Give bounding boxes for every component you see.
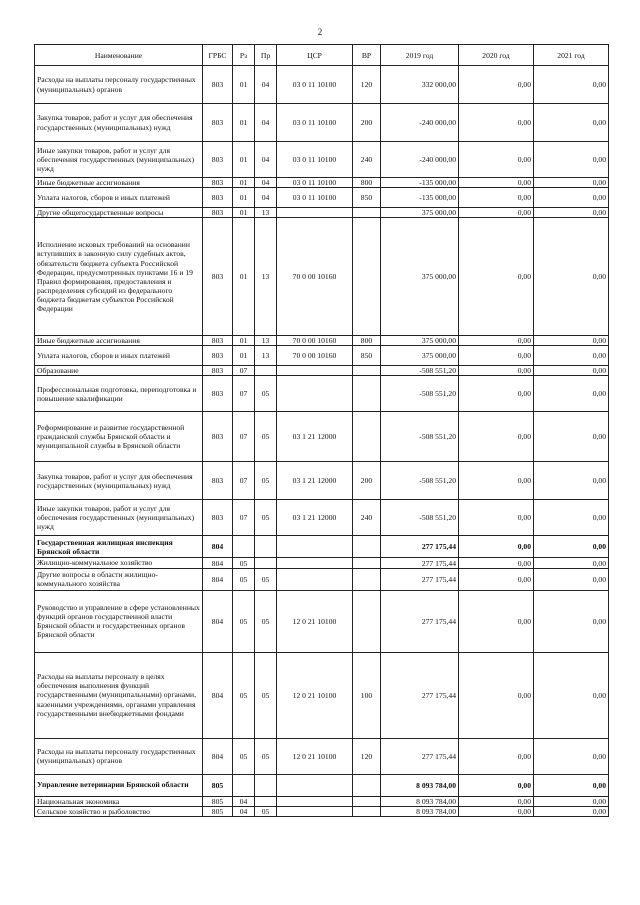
table-row xyxy=(35,142,609,178)
cell-2020: 0,00 xyxy=(459,590,534,652)
cell-csr: 03 0 11 10100 xyxy=(277,66,353,104)
cell-name: Иные бюджетные ассигнования xyxy=(35,178,203,188)
cell-2020: 0,00 xyxy=(459,366,534,376)
cell-rz xyxy=(233,774,255,796)
header-csr: ЦСР xyxy=(277,45,353,66)
cell-2019: 277 175,44 xyxy=(381,590,459,652)
cell-rz: 07 xyxy=(233,366,255,376)
table-body xyxy=(35,66,609,817)
cell-pr: 04 xyxy=(255,104,277,142)
cell-2021: 0,00 xyxy=(534,806,609,816)
cell-2020: 0,00 xyxy=(459,806,534,816)
cell-name: Расходы на выплаты персоналу государственных (муниципальных) органов xyxy=(35,66,203,104)
cell-csr: 03 1 21 12000 xyxy=(277,500,353,536)
cell-rz: 01 xyxy=(233,336,255,346)
cell-2020: 0,00 xyxy=(459,376,534,412)
cell-2019: 277 175,44 xyxy=(381,738,459,774)
cell-vr: 800 xyxy=(353,178,381,188)
cell-name: Руководство и управление в сфере установленных функций органов государственной власти Брянской области и государственных органов Брянской области xyxy=(35,590,203,652)
cell-2021: 0,00 xyxy=(534,796,609,806)
cell-2019: 375 000,00 xyxy=(381,218,459,336)
cell-csr xyxy=(277,536,353,558)
cell-rz: 05 xyxy=(233,738,255,774)
cell-2019: -135 000,00 xyxy=(381,178,459,188)
cell-2020: 0,00 xyxy=(459,738,534,774)
cell-grbs: 803 xyxy=(203,462,233,500)
cell-name: Иные закупки товаров, работ и услуг для обеспечения государственных (муниципальных) нужд xyxy=(35,142,203,178)
cell-csr xyxy=(277,796,353,806)
cell-pr: 05 xyxy=(255,738,277,774)
cell-vr xyxy=(353,366,381,376)
cell-vr xyxy=(353,412,381,462)
cell-pr: 04 xyxy=(255,142,277,178)
table-header xyxy=(35,45,609,66)
cell-grbs: 803 xyxy=(203,500,233,536)
cell-pr: 04 xyxy=(255,178,277,188)
cell-pr: 13 xyxy=(255,346,277,366)
table-row xyxy=(35,336,609,346)
cell-vr xyxy=(353,590,381,652)
cell-name: Иные бюджетные ассигнования xyxy=(35,336,203,346)
cell-pr xyxy=(255,796,277,806)
cell-2020: 0,00 xyxy=(459,568,534,590)
header-name: Наименование xyxy=(35,45,203,66)
cell-rz: 01 xyxy=(233,208,255,218)
cell-rz: 05 xyxy=(233,558,255,568)
cell-2021: 0,00 xyxy=(534,500,609,536)
cell-csr: 03 0 11 10100 xyxy=(277,142,353,178)
cell-2021: 0,00 xyxy=(534,376,609,412)
cell-2020: 0,00 xyxy=(459,218,534,336)
cell-rz: 05 xyxy=(233,568,255,590)
cell-pr: 05 xyxy=(255,652,277,738)
cell-vr: 850 xyxy=(353,188,381,208)
cell-vr xyxy=(353,796,381,806)
cell-csr xyxy=(277,806,353,816)
cell-grbs: 804 xyxy=(203,558,233,568)
cell-2021: 0,00 xyxy=(534,366,609,376)
cell-vr xyxy=(353,558,381,568)
cell-2021: 0,00 xyxy=(534,558,609,568)
cell-grbs: 805 xyxy=(203,774,233,796)
cell-rz: 05 xyxy=(233,590,255,652)
cell-2019: 375 000,00 xyxy=(381,336,459,346)
cell-2020: 0,00 xyxy=(459,412,534,462)
header-rz: Рз xyxy=(233,45,255,66)
cell-vr: 240 xyxy=(353,500,381,536)
cell-pr: 05 xyxy=(255,412,277,462)
cell-name: Уплата налогов, сборов и иных платежей xyxy=(35,346,203,366)
table-row xyxy=(35,500,609,536)
table-row xyxy=(35,652,609,738)
cell-pr: 13 xyxy=(255,336,277,346)
table-row xyxy=(35,462,609,500)
table-row xyxy=(35,738,609,774)
cell-2019: 375 000,00 xyxy=(381,346,459,366)
table-row xyxy=(35,66,609,104)
cell-csr: 70 0 00 10160 xyxy=(277,346,353,366)
cell-2021: 0,00 xyxy=(534,536,609,558)
cell-2020: 0,00 xyxy=(459,462,534,500)
cell-2020: 0,00 xyxy=(459,796,534,806)
cell-vr xyxy=(353,218,381,336)
cell-2021: 0,00 xyxy=(534,568,609,590)
cell-csr xyxy=(277,774,353,796)
cell-rz: 01 xyxy=(233,142,255,178)
cell-grbs: 803 xyxy=(203,366,233,376)
cell-name: Сельское хозяйство и рыболовство xyxy=(35,806,203,816)
cell-name: Расходы на выплаты персоналу государственных (муниципальных) органов xyxy=(35,738,203,774)
cell-grbs: 803 xyxy=(203,412,233,462)
cell-2020: 0,00 xyxy=(459,208,534,218)
cell-2021: 0,00 xyxy=(534,142,609,178)
table-row xyxy=(35,536,609,558)
cell-2020: 0,00 xyxy=(459,336,534,346)
cell-pr: 04 xyxy=(255,66,277,104)
cell-name: Образование xyxy=(35,366,203,376)
cell-pr: 13 xyxy=(255,208,277,218)
cell-rz: 04 xyxy=(233,806,255,816)
cell-grbs: 803 xyxy=(203,188,233,208)
cell-2019: 277 175,44 xyxy=(381,558,459,568)
cell-2019: 8 093 784,00 xyxy=(381,806,459,816)
cell-name: Закупка товаров, работ и услуг для обеспечения государственных (муниципальных) нужд xyxy=(35,462,203,500)
cell-2020: 0,00 xyxy=(459,774,534,796)
table-row xyxy=(35,796,609,806)
cell-pr: 05 xyxy=(255,568,277,590)
cell-name: Профессиональная подготовка, переподготовка и повышение квалификации xyxy=(35,376,203,412)
cell-2021: 0,00 xyxy=(534,336,609,346)
cell-2020: 0,00 xyxy=(459,188,534,208)
cell-name: Уплата налогов, сборов и иных платежей xyxy=(35,188,203,208)
cell-pr xyxy=(255,536,277,558)
cell-name: Жилищно-коммунальное хозяйство xyxy=(35,558,203,568)
cell-name: Исполнение исковых требований на основании вступивших в законную силу судебных актов, обязательств бюджета субъекта Российской Федерации, предусмотренных пунктами 16 и 19 Правил формирования, предоставления и распределения субсидий из федерального бюджета бюджетам субъектов Российской Федерации xyxy=(35,218,203,336)
cell-2021: 0,00 xyxy=(534,590,609,652)
cell-2019: -508 551,20 xyxy=(381,376,459,412)
cell-rz: 07 xyxy=(233,500,255,536)
cell-2019: 277 175,44 xyxy=(381,536,459,558)
cell-pr: 05 xyxy=(255,462,277,500)
cell-csr: 70 0 00 10160 xyxy=(277,218,353,336)
cell-2021: 0,00 xyxy=(534,462,609,500)
budget-table xyxy=(34,44,609,817)
cell-2019: 375 000,00 xyxy=(381,208,459,218)
table-row xyxy=(35,104,609,142)
cell-csr: 03 1 21 12000 xyxy=(277,412,353,462)
cell-vr: 200 xyxy=(353,104,381,142)
cell-grbs: 803 xyxy=(203,104,233,142)
cell-rz: 01 xyxy=(233,178,255,188)
cell-name: Управление ветеринарии Брянской области xyxy=(35,774,203,796)
cell-rz: 04 xyxy=(233,796,255,806)
cell-pr: 04 xyxy=(255,188,277,208)
cell-name: Иные закупки товаров, работ и услуг для обеспечения государственных (муниципальных) нужд xyxy=(35,500,203,536)
cell-pr xyxy=(255,366,277,376)
cell-rz: 07 xyxy=(233,376,255,412)
cell-rz xyxy=(233,536,255,558)
header-grbs: ГРБС xyxy=(203,45,233,66)
table-row xyxy=(35,806,609,816)
cell-2021: 0,00 xyxy=(534,218,609,336)
cell-2021: 0,00 xyxy=(534,188,609,208)
cell-2019: -508 551,20 xyxy=(381,500,459,536)
table-row xyxy=(35,774,609,796)
cell-grbs: 803 xyxy=(203,66,233,104)
cell-grbs: 803 xyxy=(203,336,233,346)
cell-rz: 07 xyxy=(233,412,255,462)
table-row xyxy=(35,178,609,188)
cell-2020: 0,00 xyxy=(459,500,534,536)
cell-csr: 03 1 21 12000 xyxy=(277,462,353,500)
cell-2021: 0,00 xyxy=(534,346,609,366)
table-row xyxy=(35,366,609,376)
cell-name: Государственная жилищная инспекция Брянской области xyxy=(35,536,203,558)
table-row xyxy=(35,346,609,366)
cell-vr: 120 xyxy=(353,66,381,104)
cell-2019: -508 551,20 xyxy=(381,412,459,462)
cell-rz: 01 xyxy=(233,188,255,208)
table-row xyxy=(35,218,609,336)
cell-2021: 0,00 xyxy=(534,412,609,462)
cell-2019: -135 000,00 xyxy=(381,188,459,208)
cell-name: Другие общегосударственные вопросы xyxy=(35,208,203,218)
cell-grbs: 805 xyxy=(203,806,233,816)
cell-2020: 0,00 xyxy=(459,536,534,558)
cell-2019: -508 551,20 xyxy=(381,462,459,500)
header-2019: 2019 год xyxy=(381,45,459,66)
cell-csr: 03 0 11 10100 xyxy=(277,104,353,142)
cell-2019: 277 175,44 xyxy=(381,652,459,738)
cell-vr xyxy=(353,536,381,558)
cell-2019: 332 000,00 xyxy=(381,66,459,104)
cell-grbs: 803 xyxy=(203,208,233,218)
cell-pr: 13 xyxy=(255,218,277,336)
cell-pr xyxy=(255,774,277,796)
cell-grbs: 805 xyxy=(203,796,233,806)
cell-grbs: 804 xyxy=(203,738,233,774)
cell-rz: 01 xyxy=(233,346,255,366)
cell-csr: 03 0 11 10100 xyxy=(277,188,353,208)
cell-name: Реформирование и развитие государственной гражданской службы Брянской области и муниципальной службы в Брянской области xyxy=(35,412,203,462)
cell-vr xyxy=(353,568,381,590)
cell-name: Закупка товаров, работ и услуг для обеспечения государственных (муниципальных) нужд xyxy=(35,104,203,142)
cell-vr: 120 xyxy=(353,738,381,774)
cell-2021: 0,00 xyxy=(534,738,609,774)
cell-grbs: 803 xyxy=(203,142,233,178)
table-row xyxy=(35,208,609,218)
cell-vr xyxy=(353,376,381,412)
cell-csr: 12 0 21 10100 xyxy=(277,738,353,774)
cell-2020: 0,00 xyxy=(459,142,534,178)
header-2021: 2021 год xyxy=(534,45,609,66)
cell-csr: 03 0 11 10100 xyxy=(277,178,353,188)
cell-grbs: 803 xyxy=(203,376,233,412)
cell-2020: 0,00 xyxy=(459,66,534,104)
cell-name: Национальная экономика xyxy=(35,796,203,806)
cell-2020: 0,00 xyxy=(459,652,534,738)
cell-pr: 05 xyxy=(255,376,277,412)
cell-vr xyxy=(353,208,381,218)
cell-csr xyxy=(277,376,353,412)
cell-2020: 0,00 xyxy=(459,178,534,188)
cell-2020: 0,00 xyxy=(459,346,534,366)
cell-pr: 05 xyxy=(255,590,277,652)
cell-2021: 0,00 xyxy=(534,652,609,738)
cell-rz: 07 xyxy=(233,462,255,500)
cell-vr xyxy=(353,774,381,796)
cell-rz: 01 xyxy=(233,218,255,336)
table-row xyxy=(35,188,609,208)
cell-pr: 05 xyxy=(255,500,277,536)
cell-rz: 01 xyxy=(233,104,255,142)
cell-2021: 0,00 xyxy=(534,104,609,142)
page-number: 2 xyxy=(317,27,323,37)
table-row xyxy=(35,376,609,412)
cell-2019: 8 093 784,00 xyxy=(381,774,459,796)
header-vr: ВР xyxy=(353,45,381,66)
cell-2021: 0,00 xyxy=(534,774,609,796)
cell-rz: 05 xyxy=(233,652,255,738)
cell-grbs: 804 xyxy=(203,568,233,590)
cell-vr: 850 xyxy=(353,346,381,366)
cell-grbs: 804 xyxy=(203,536,233,558)
table-row xyxy=(35,590,609,652)
cell-csr: 12 0 21 10100 xyxy=(277,652,353,738)
cell-2021: 0,00 xyxy=(534,178,609,188)
cell-csr xyxy=(277,558,353,568)
cell-grbs: 804 xyxy=(203,652,233,738)
cell-grbs: 803 xyxy=(203,346,233,366)
cell-vr: 200 xyxy=(353,462,381,500)
cell-2020: 0,00 xyxy=(459,558,534,568)
cell-name: Расходы на выплаты персоналу в целях обеспечения выполнения функций государственными (муниципальными) органами, казенными учреждениями, органами управления государственными внебюджетными фондами xyxy=(35,652,203,738)
cell-grbs: 803 xyxy=(203,218,233,336)
cell-csr xyxy=(277,366,353,376)
header-pr: Пр xyxy=(255,45,277,66)
table-row xyxy=(35,568,609,590)
cell-vr: 800 xyxy=(353,336,381,346)
cell-vr: 240 xyxy=(353,142,381,178)
table-row xyxy=(35,412,609,462)
cell-name: Другие вопросы в области жилищно-коммунального хозяйства xyxy=(35,568,203,590)
cell-vr xyxy=(353,806,381,816)
cell-grbs: 803 xyxy=(203,178,233,188)
cell-2020: 0,00 xyxy=(459,104,534,142)
cell-csr xyxy=(277,208,353,218)
cell-2019: -240 000,00 xyxy=(381,142,459,178)
cell-2019: 8 093 784,00 xyxy=(381,796,459,806)
cell-2019: -508 551,20 xyxy=(381,366,459,376)
table-row xyxy=(35,558,609,568)
cell-pr: 05 xyxy=(255,806,277,816)
cell-rz: 01 xyxy=(233,66,255,104)
cell-grbs: 804 xyxy=(203,590,233,652)
cell-2019: 277 175,44 xyxy=(381,568,459,590)
cell-2021: 0,00 xyxy=(534,66,609,104)
cell-csr: 12 0 21 10100 xyxy=(277,590,353,652)
cell-2021: 0,00 xyxy=(534,208,609,218)
cell-2019: -240 000,00 xyxy=(381,104,459,142)
cell-vr: 100 xyxy=(353,652,381,738)
header-2020: 2020 год xyxy=(459,45,534,66)
cell-csr xyxy=(277,568,353,590)
cell-pr xyxy=(255,558,277,568)
cell-csr: 70 0 00 10160 xyxy=(277,336,353,346)
